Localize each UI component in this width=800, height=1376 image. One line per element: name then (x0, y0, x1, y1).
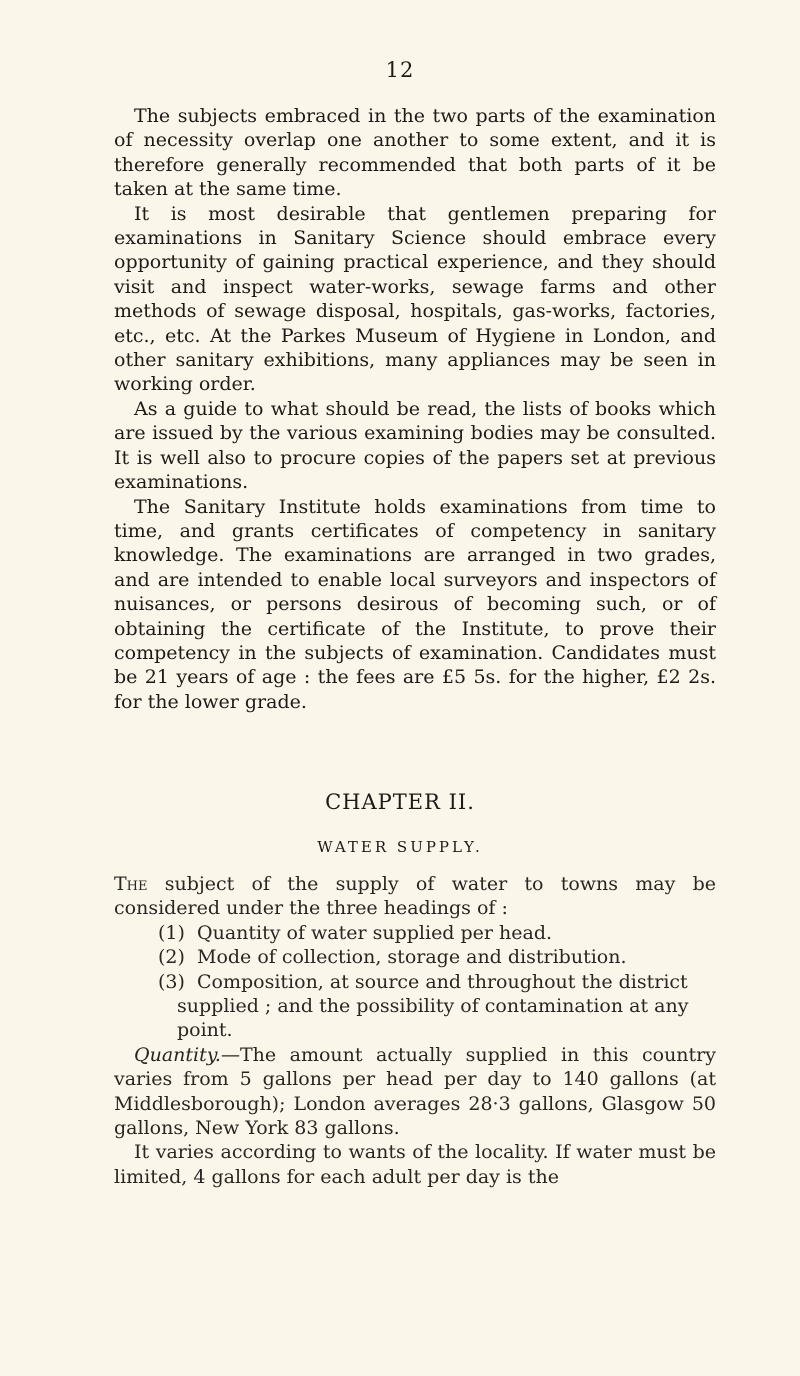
water-supply-text-block (114, 872, 716, 1189)
paragraph-sanitary-institute: The Sanitary Institute holds examinations from time to time, and grants certificates of competency in sanitary knowledge. The examinations are arranged in two grades, and are intended to enable local surveyors and inspectors of nuisances, or persons desirous of becoming such, or of obtaining the certificate of the Institute, to prove their competency in the subjects of examination. Candidates must be 21 years of age : the fees are £5 5s. for the higher, £2 2s. for the lower grade. (114, 495, 716, 713)
quantity-text: —The amount actually supplied in this country varies from 5 gallons per head per day to 140 gallons (at Middlesborough); London averages 28·3 gallons, Glasgow 50 gallons, New York 83 gallons. (114, 1043, 716, 1140)
list-item-text: Composition, at source and throughout the district supplied ; and the possibility of contamination at any point. (177, 970, 689, 1042)
list-item-number: (3) (158, 970, 185, 993)
intro-text-block (114, 104, 716, 714)
list-item (114, 945, 716, 969)
paragraph-locality: It varies according to wants of the locality. If water must be limited, 4 gallons for each adult per day is the (114, 1141, 716, 1188)
chapter-title: CHAPTER II. (325, 790, 475, 814)
paragraph-quantity (114, 1043, 716, 1141)
list-item-text: Quantity of water supplied per head. (197, 921, 553, 944)
page-number: 12 (385, 58, 415, 82)
quantity-label: Quantity. (134, 1043, 221, 1066)
list-item-number: (1) (158, 921, 185, 944)
paragraph-reading-guide: As a guide to what should be read, the lists of books which are issued by the various examining bodies may be consulted. It is well also to procure copies of the papers set at previous examinations. (114, 397, 716, 494)
paragraph-water-intro (114, 872, 716, 921)
list-item-text: Mode of collection, storage and distribution. (197, 946, 627, 969)
list-item (114, 921, 716, 945)
lead-word: The (114, 873, 148, 895)
list-item-number: (2) (158, 946, 185, 969)
water-intro-text: subject of the supply of water to towns may be considered under the three headings of : (114, 873, 716, 920)
section-title: WATER SUPPLY. (317, 838, 483, 856)
list-item (114, 970, 716, 1043)
paragraph-examination-parts: The subjects embraced in the two parts of the examination of necessity overlap one another to some extent, and it is therefore generally recommended that both parts of it be taken at the same time. (114, 105, 716, 201)
paragraph-practical-experience: It is most desirable that gentlemen preparing for examinations in Sanitary Science should embrace every opportunity of gaining practical experience, and they should visit and inspect water-works, sewage farms and other methods of sewage disposal, hospitals, gas-works, factories, etc., etc. At the Parkes Museum of Hygiene in London, and other sanitary exhibitions, many appliances may be seen in working order. (114, 202, 716, 396)
